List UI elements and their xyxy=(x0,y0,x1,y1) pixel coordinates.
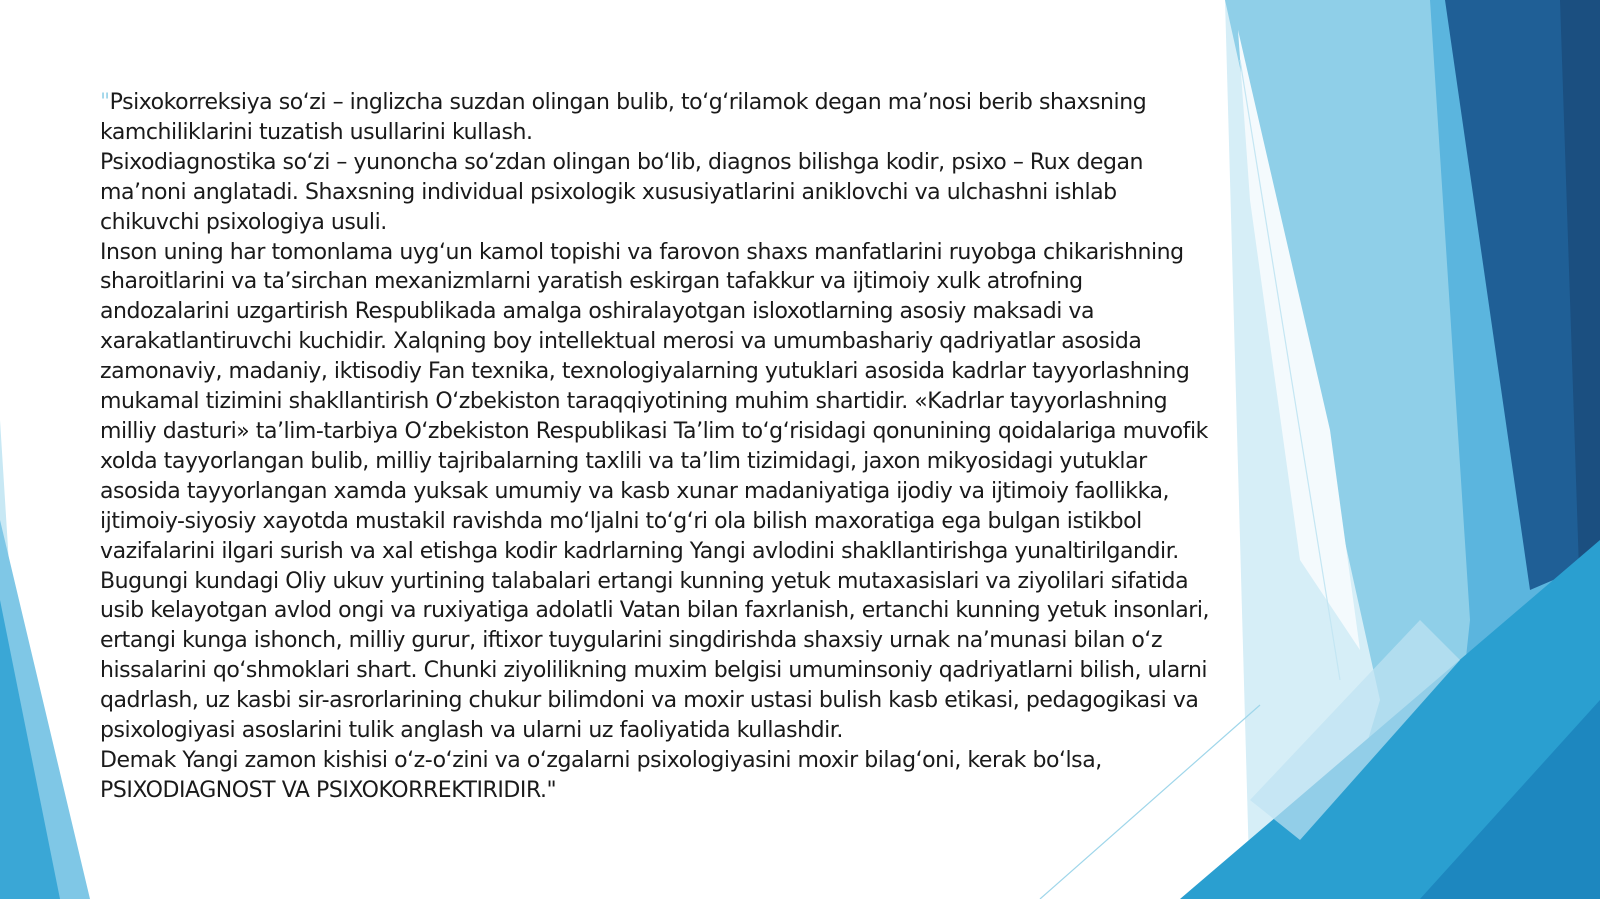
slide-body-text xyxy=(100,88,1210,806)
paragraph-main: Inson uning har tomonlama uyg‘un kamol topishi va farovon shaxs manfatlarini ruyobga chikarishning sharoitlarini va ta’sirchan mexanizmlarni yaratish eskirgan tafakkur va ijtimoiy xulk atrofning andozalarini uzgartirish Respublikada amalga oshiralayotgan isloxotlarning asosiy maksadi va xarakatlantiruvchi kuchidir. Xalqning boy intellektual merosi va umumbashariy qadriyatlar asosida zamonaviy, madaniy, iktisodiy Fan texnika, texnologiyalarning yutuklari asosida kadrlar tayyorlashning mukamal tizimini shakllantirish O‘zbekiston taraqqiyotining muhim shartidir. «Kadrlar tayyorlashning milliy dasturi» ta’lim-tarbiya O‘zbekiston Respublikasi Ta’lim to‘g‘risidagi qonunining qoidalariga muvofik xolda tayyorlangan bulib, milliy tajribalarning taxlili va ta’lim tizimidagi, jaxon mikyosidagi yutuklar asosida tayyorlangan xamda yuksak umumiy va kasb xunar madaniyatiga ijodiy va ijtimoiy faollikka, ijtimoiy-siyosiy xayotda mustakil ravishda mo‘ljalni to‘g‘ri ola bilish maxoratiga ega bulgan istikbol vazifalarini ilgari surish va xal etishga kodir kadrlarning Yangi avlodini shakllantirishga yunaltirilgandir. Bugungi kundagi Oliy ukuv yurtining talabalari ertangi kunning yetuk mutaxasislari va ziyolilari sifatida usib kelayotgan avlod ongi va ruxiyatiga adolatli Vatan bilan faxrlanish, ertanchi kunning yetuk insonlari, ertangi kunga ishonch, milliy gurur, iftixor tuygularini singdirishda shaxsiy urnak na’munasi bilan o‘z hissalarini qo‘shmoklari shart. Chunki ziyolilikning muxim belgisi umuminsoniy qadriyatlarni bilish, ularni qadrlash, uz kasbi sir-asrorlarining chukur bilimdoni va moxir ustasi bulish kasb etikasi, pedagogikasi va psixologiyasi asoslarini tulik anglash va ularni uz faoliyatida kullashdir. xyxy=(100,239,1210,744)
paragraph-conclusion: Demak Yangi zamon kishisi o‘z-o‘zini va o‘zgalarni psixologiyasini moxir bilag‘oni, kerak bo‘lsa, PSIXODIAGNOST VA PSIXOKORREKTIRIDIR." xyxy=(100,747,1102,803)
paragraph-text: Psixokorreksiya so‘zi – inglizcha suzdan olingan bulib, to‘g‘rilamok degan ma’nosi berib shaxsning kamchiliklarini tuzatish usullarini kullash. xyxy=(100,90,1147,145)
open-quote-mark: " xyxy=(100,90,110,115)
paragraph-psixokorreksiya xyxy=(100,88,1210,148)
paragraph-psixodiagnostika: Psixodiagnostika so‘zi – yunoncha so‘zdan olingan bo‘lib, diagnos bilishga kodir, psixo – Rux degan ma’noni anglatadi. Shaxsning individual psixologik xususiyatlarini aniklovchi va ulchashni ishlab chikuvchi psixologiya usuli. xyxy=(100,149,1144,235)
